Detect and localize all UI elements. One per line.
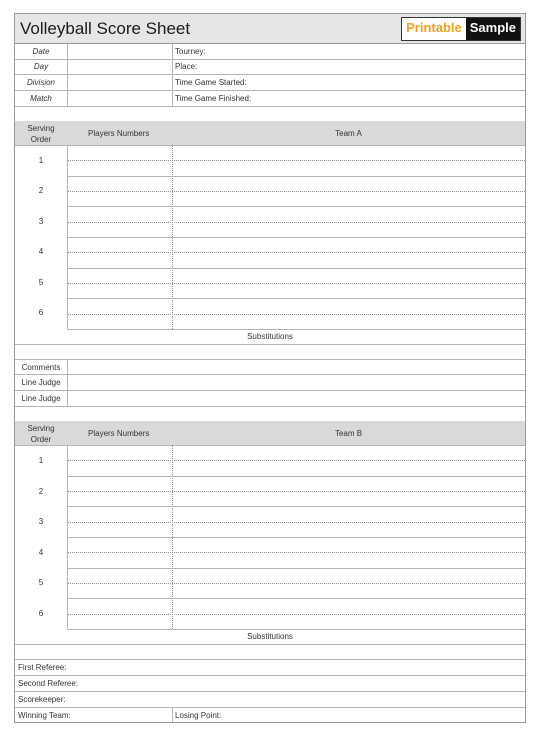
team-a-score-cell[interactable] <box>173 160 525 175</box>
team-a-players-numbers-header: Players Numbers <box>88 129 150 138</box>
match-field[interactable] <box>68 91 172 106</box>
title-bar <box>15 14 525 44</box>
team-a-order-4: 4 <box>38 247 44 256</box>
team-b-player-number-cell[interactable] <box>68 506 172 521</box>
team-a-header <box>15 121 525 145</box>
team-a-substitutions-label: Substitutions <box>247 332 293 341</box>
team-b-player-number-cell[interactable] <box>68 537 172 552</box>
winning-team-field[interactable]: Winning Team: <box>18 711 71 720</box>
team-b-players-numbers-header: Players Numbers <box>88 429 150 438</box>
team-b-player-number-cell[interactable] <box>68 614 172 629</box>
brand-logo <box>401 17 521 41</box>
team-b-score-cell[interactable] <box>173 598 525 613</box>
team-a-player-number-cell[interactable] <box>68 237 172 252</box>
team-a-player-number-cell[interactable] <box>68 145 172 160</box>
page-title: Volleyball Score Sheet <box>20 19 191 38</box>
team-b-order-1: 1 <box>38 456 44 465</box>
tourney-field[interactable]: Tourney: <box>175 47 206 56</box>
comments-label: Comments <box>21 363 61 372</box>
team-b-player-number-cell[interactable] <box>68 583 172 598</box>
division-field[interactable] <box>68 75 172 90</box>
team-a-score-cell[interactable] <box>173 191 525 206</box>
team-a-score-cell[interactable] <box>173 252 525 267</box>
team-b-score-cell[interactable] <box>173 460 525 475</box>
team-b-order-5: 5 <box>38 578 44 587</box>
team-b-order-3: 3 <box>38 517 44 526</box>
team-a-player-number-cell[interactable] <box>68 160 172 175</box>
team-b-player-number-cell[interactable] <box>68 552 172 567</box>
line-judge-2-field[interactable] <box>68 391 525 406</box>
logo-part-sample: Sample <box>466 18 520 40</box>
team-b-player-number-cell[interactable] <box>68 445 172 460</box>
team-b-score-cell[interactable] <box>173 568 525 583</box>
team-b-header <box>15 421 525 445</box>
team-a-order-6: 6 <box>38 308 44 317</box>
team-a-player-number-cell[interactable] <box>68 283 172 298</box>
team-a-score-cell[interactable] <box>173 298 525 313</box>
team-b-substitutions-label: Substitutions <box>247 632 293 641</box>
team-a-player-number-cell[interactable] <box>68 206 172 221</box>
team-b-player-number-cell[interactable] <box>68 491 172 506</box>
team-b-score-cell[interactable] <box>173 552 525 567</box>
team-b-order-4: 4 <box>38 548 44 557</box>
team-a-score-cell[interactable] <box>173 314 525 329</box>
team-b-score-cell[interactable] <box>173 522 525 537</box>
team-b-player-number-cell[interactable] <box>68 460 172 475</box>
team-b-order-2: 2 <box>38 487 44 496</box>
team-a-player-number-cell[interactable] <box>68 222 172 237</box>
team-a-player-number-cell[interactable] <box>68 268 172 283</box>
team-b-score-cell[interactable] <box>173 614 525 629</box>
team-b-order-6: 6 <box>38 609 44 618</box>
team-a-order-5: 5 <box>38 278 44 287</box>
line-judge-2-label: Line Judge <box>21 394 61 403</box>
team-a-player-number-cell[interactable] <box>68 176 172 191</box>
team-a-score-cell[interactable] <box>173 268 525 283</box>
team-a-player-number-cell[interactable] <box>68 298 172 313</box>
time-finished-field[interactable]: Time Game Finished: <box>175 94 252 103</box>
team-a-order-1: 1 <box>38 156 44 165</box>
scorekeeper-field[interactable]: Scorekeeper: <box>18 695 66 704</box>
team-a-order-3: 3 <box>38 217 44 226</box>
team-a-serving-order-header: Serving Order <box>27 124 55 144</box>
team-b-score-cell[interactable] <box>173 537 525 552</box>
losing-point-field[interactable]: Losing Point: <box>175 711 222 720</box>
date-field[interactable] <box>68 45 172 59</box>
team-a-order-2: 2 <box>38 186 44 195</box>
team-a-score-cell[interactable] <box>173 145 525 160</box>
team-a-player-number-cell[interactable] <box>68 314 172 329</box>
team-b-player-number-cell[interactable] <box>68 476 172 491</box>
time-started-field[interactable]: Time Game Started: <box>175 78 247 87</box>
team-b-player-number-cell[interactable] <box>68 598 172 613</box>
comments-field[interactable] <box>68 360 525 374</box>
team-b-serving-order-header: Serving Order <box>27 424 55 444</box>
team-b-score-cell[interactable] <box>173 476 525 491</box>
info-label-match: Match <box>30 94 52 103</box>
place-field[interactable]: Place: <box>175 62 198 71</box>
team-a-score-cell[interactable] <box>173 222 525 237</box>
line-judge-1-field[interactable] <box>68 375 525 390</box>
team-a-score-cell[interactable] <box>173 176 525 191</box>
team-b-player-number-cell[interactable] <box>68 522 172 537</box>
logo-part-printable: Printable <box>402 18 466 40</box>
team-b-score-cell[interactable] <box>173 583 525 598</box>
team-b-player-number-cell[interactable] <box>68 568 172 583</box>
team-a-score-cell[interactable] <box>173 237 525 252</box>
team-a-player-number-cell[interactable] <box>68 252 172 267</box>
second-referee-field[interactable]: Second Referee: <box>18 679 79 688</box>
team-b-score-cell[interactable] <box>173 491 525 506</box>
day-field[interactable] <box>68 60 172 74</box>
line-judge-1-label: Line Judge <box>21 378 61 387</box>
first-referee-field[interactable]: First Referee: <box>18 663 67 672</box>
info-label-date: Date <box>32 47 50 56</box>
team-a-name-header: Team A <box>335 129 362 138</box>
team-a-score-cell[interactable] <box>173 206 525 221</box>
team-b-score-cell[interactable] <box>173 506 525 521</box>
team-a-score-cell[interactable] <box>173 283 525 298</box>
team-b-score-cell[interactable] <box>173 445 525 460</box>
score-sheet <box>14 13 526 723</box>
team-a-player-number-cell[interactable] <box>68 191 172 206</box>
info-label-division: Division <box>26 78 55 87</box>
info-label-day: Day <box>33 62 49 71</box>
team-b-name-header: Team B <box>334 429 363 438</box>
